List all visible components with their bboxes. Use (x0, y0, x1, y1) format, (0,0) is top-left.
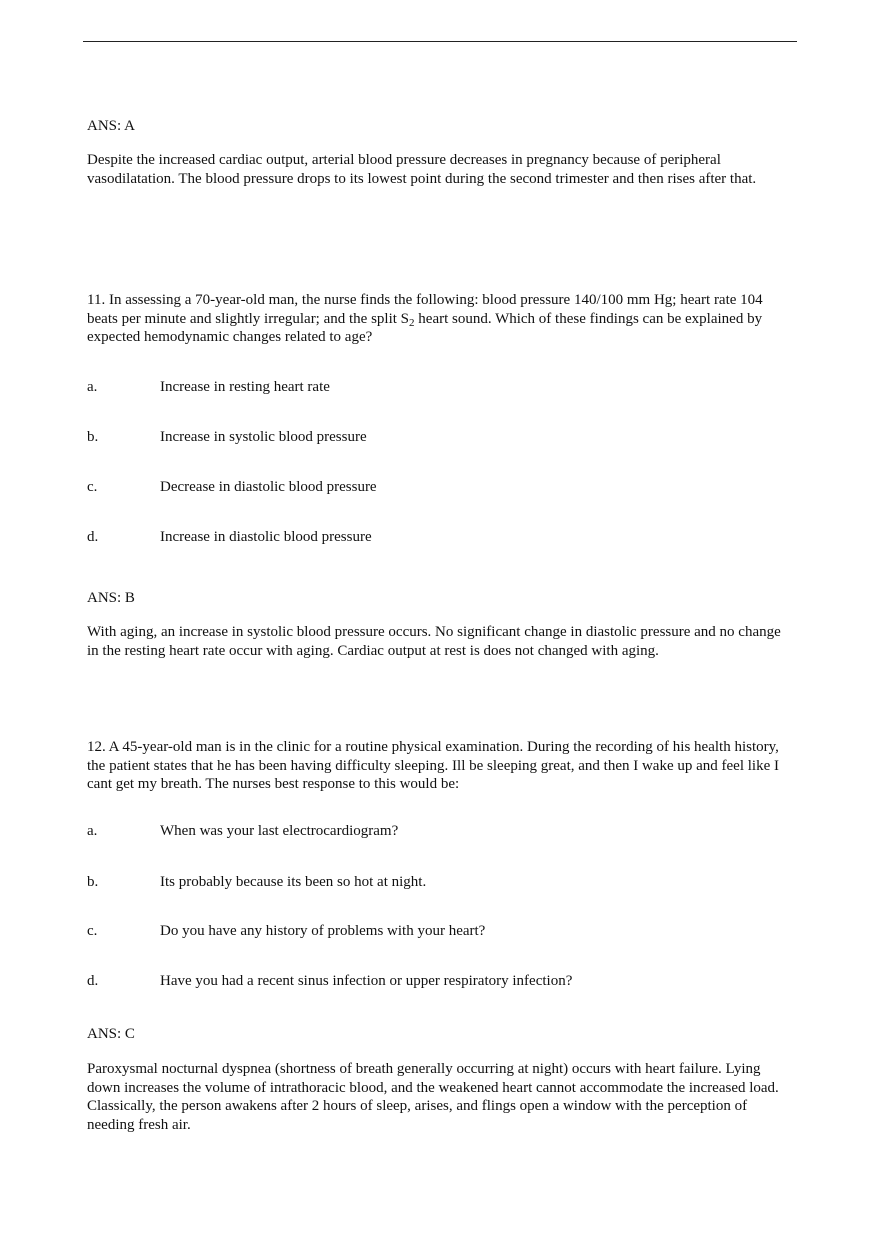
option-letter: a. (87, 379, 98, 395)
option-text: Increase in resting heart rate (160, 379, 330, 395)
option-text: Its probably because its been so hot at night. (160, 874, 427, 890)
question-11-option-d[interactable] (87, 528, 792, 548)
rationale-11: With aging, an increase in systolic blood pressure occurs. No significant change in diastolic pressure and no change in the resting heart rate occur with aging. Cardiac output at rest is does not changed with aging. (87, 624, 781, 659)
question-12-option-b[interactable] (87, 873, 792, 893)
question-12-stem: 12. A 45-year-old man is in the clinic for a routine physical examination. During the recording of his health history, the patient states that he has been having difficulty sleeping. Ill be sleeping great, and then I wake up and feel like I cant get my breath. The nurses best response to this would be: (87, 739, 779, 792)
question-11-option-a[interactable] (87, 378, 792, 398)
option-letter: a. (87, 823, 98, 839)
rationale-12: Paroxysmal nocturnal dyspnea (shortness of breath generally occurring at night) occurs with heart failure. Lying down increases the volume of intrathoracic blood, and the weakened heart cannot accommodate the increased load. Classically, the person awakens after 2 hours of sleep, arises, and flings open a window with the perception of needing fresh air. (87, 1061, 779, 1133)
answer-key-12: ANS: C (87, 1026, 135, 1042)
rationale-10: Despite the increased cardiac output, arterial blood pressure decreases in pregnancy because of peripheral vasodilatation. The blood pressure drops to its lowest point during the second trimester and then rises after that. (87, 152, 757, 187)
option-letter: d. (87, 529, 99, 545)
option-letter: c. (87, 923, 98, 939)
option-letter: b. (87, 429, 99, 445)
question-12-option-a[interactable] (87, 822, 792, 842)
header-rule (83, 41, 797, 42)
option-text: Increase in diastolic blood pressure (160, 529, 372, 545)
option-letter: c. (87, 479, 98, 495)
option-text: Increase in systolic blood pressure (160, 429, 367, 445)
option-letter: d. (87, 973, 99, 989)
question-12-option-d[interactable] (87, 972, 792, 992)
question-11-stem: 11. In assessing a 70-year-old man, the nurse finds the following: blood pressure 140/100 mm Hg; heart rate 104 beats per minute and slightly irregular; and the split $S_2$ heart sound. Which of these findings can be explained by expected hemodynamic changes related to age? (87, 292, 763, 345)
option-text: Do you have any history of problems with your heart? (160, 923, 486, 939)
option-text: Decrease in diastolic blood pressure (160, 479, 377, 495)
option-text: Have you had a recent sinus infection or upper respiratory infection? (160, 973, 573, 989)
question-11-option-c[interactable] (87, 478, 792, 498)
question-12-option-c[interactable] (87, 922, 792, 942)
question-11-option-b[interactable] (87, 428, 792, 448)
answer-key-10: ANS: A (87, 118, 135, 134)
answer-key-11: ANS: B (87, 590, 135, 606)
option-text: When was your last electrocardiogram? (160, 823, 399, 839)
option-letter: b. (87, 874, 99, 890)
